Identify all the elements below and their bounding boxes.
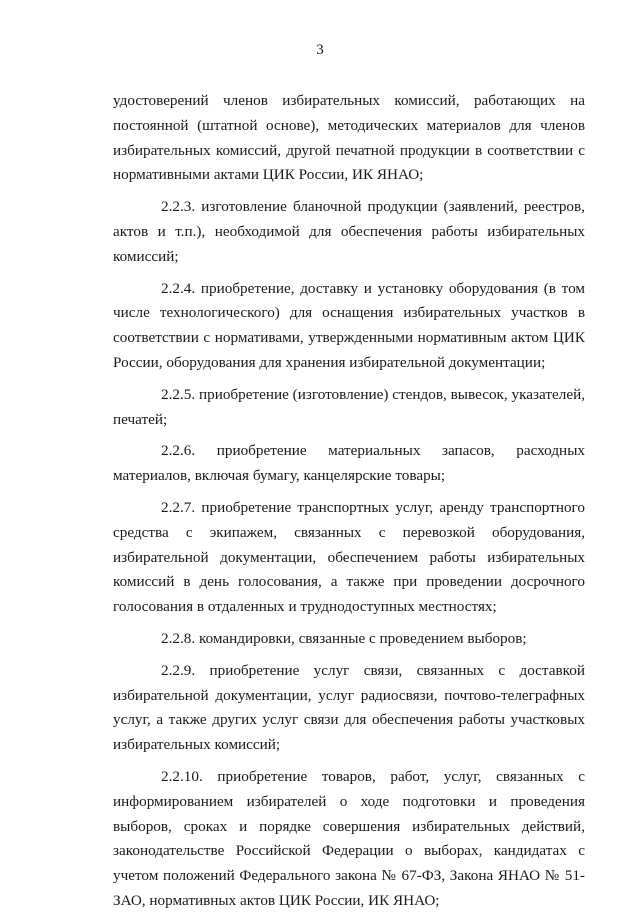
paragraph-2-2-6: 2.2.6. приобретение материальных запасов, расходных материалов, включая бумагу, канцелярские товары; [113, 442, 585, 485]
paragraph-2-2-9: 2.2.9. приобретение услуг связи, связанных с доставкой избирательной документации, услуг радиосвязи, почтово-телеграфных услуг, а также других услуг связи для обеспечения работы участковых избирательных комиссий; [113, 661, 585, 754]
paragraph-2-2-4: 2.2.4. приобретение, доставку и установку оборудования (в том числе технологического) для оснащения избирательных участков в соответствии с нормативами, утвержденными нормативным актом ЦИК России, оборудования для хранения избирательной документации; [113, 279, 585, 371]
paragraph-2-2-5: 2.2.5. приобретение (изготовление) стендов, вывесок, указателей, печатей; [113, 385, 585, 428]
document-body [113, 89, 585, 921]
page-number: 3 [316, 42, 324, 58]
paragraph-2-2-7: 2.2.7. приобретение транспортных услуг, аренду транспортного средства с экипажем, связанных с перевозкой оборудования, избирательной документации, обеспечением работы избирательных комиссий в день голосования, а также при проведении досрочного голосования в отдаленных и труднодоступных местностях; [113, 498, 585, 616]
paragraph-2-2-8: 2.2.8. командировки, связанные с проведением выборов; [161, 629, 527, 647]
paragraph-2-2-10: 2.2.10. приобретение товаров, работ, услуг, связанных с информированием избирателей о ходе подготовки и проведения выборов, сроках и порядке совершения избирательных действий, законодательстве Российской Федерации о выборах, кандидатах с учетом положений Федерального закона № 67-ФЗ, Закона ЯНАО № 51-ЗАО, нормативных актов ЦИК России, ИК ЯНАО; [113, 767, 585, 909]
paragraph-continuation: удостоверений членов избирательных комиссий, работающих на постоянной (штатной основе), методических материалов для членов избирательных комиссий, другой печатной продукции в соответствии с нормативными актами ЦИК России, ИК ЯНАО; [113, 92, 585, 184]
paragraph-2-2-3: 2.2.3. изготовление бланочной продукции (заявлений, реестров, актов и т.п.), необходимой для обеспечения работы избирательных комиссий; [113, 198, 585, 265]
